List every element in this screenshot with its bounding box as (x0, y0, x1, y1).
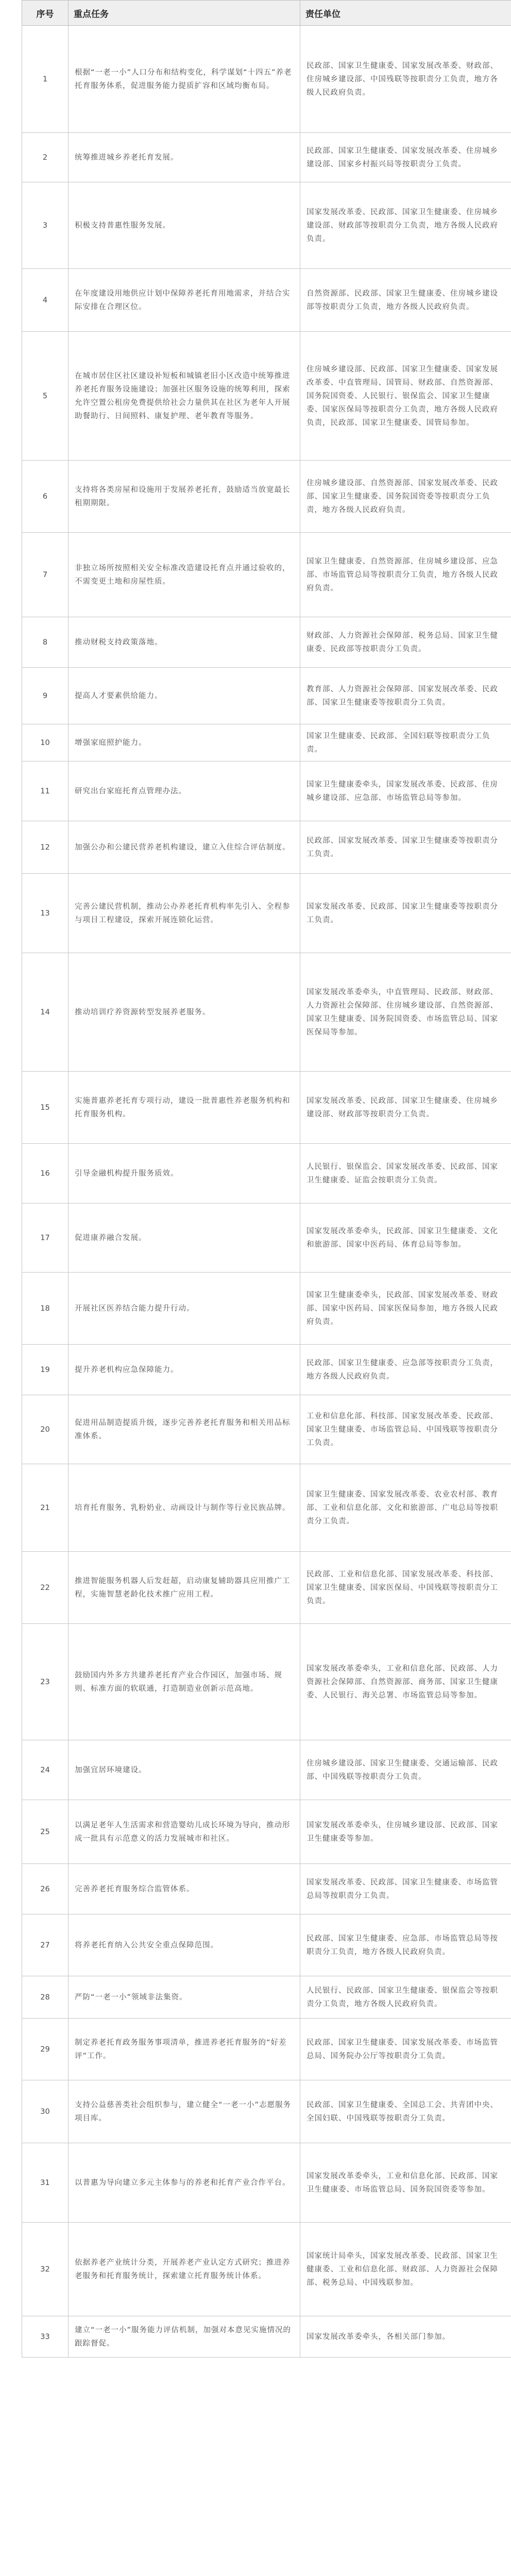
row-unit: 民政部、国家卫生健康委、国家发展改革委、住房城乡建设部、国家乡村振兴局等按职责分工负责。 (300, 133, 511, 182)
row-task: 鼓励国内外多方共建养老托育产业合作园区，加强市场、规则、标准方面的软联通，打造制造业创新示范高地。 (69, 1624, 300, 1740)
row-unit: 自然资源部、民政部、国家卫生健康委、住房城乡建设部等按职责分工负责，地方各级人民政府负责。 (300, 269, 511, 332)
row-num: 25 (22, 1800, 69, 1864)
row-task: 支持公益慈善类社会组织参与，建立健全“一老一小”志愿服务项目库。 (69, 2080, 300, 2143)
row-unit: 民政部、国家卫生健康委、全国总工会、共青团中央、全国妇联、中国残联等按职责分工负责。 (300, 2080, 511, 2143)
row-num: 12 (22, 821, 69, 874)
task-table (22, 0, 511, 2358)
row-unit: 国家发展改革委牵头，各相关部门参加。 (300, 2316, 511, 2358)
row-task: 增强家庭照护能力。 (69, 724, 300, 761)
header-task: 重点任务 (69, 1, 300, 26)
table-row (22, 1624, 511, 1740)
row-unit: 国家卫生健康委、民政部、全国妇联等按职责分工负责。 (300, 724, 511, 761)
table-row (22, 182, 511, 269)
row-num: 26 (22, 1864, 69, 1914)
row-unit: 国家卫生健康委牵头，国家发展改革委、民政部、住房城乡建设部、应急部、市场监管总局等参加。 (300, 761, 511, 821)
table-row (22, 2019, 511, 2080)
row-task: 推进智能服务机器人后发赶超，启动康复辅助器具应用推广工程，实施智慧老龄化技术推广应用工程。 (69, 1552, 300, 1624)
row-num: 24 (22, 1740, 69, 1800)
row-num: 30 (22, 2080, 69, 2143)
row-task: 促进康养融合发展。 (69, 1204, 300, 1273)
table-row (22, 761, 511, 821)
row-unit: 人民银行、民政部、国家卫生健康委、银保监会等按职责分工负责，地方各级人民政府负责。 (300, 1976, 511, 2019)
row-unit: 国家卫生健康委、自然资源部、住房城乡建设部、应急部、市场监管总局等按职责分工负责，地方各级人民政府负责。 (300, 533, 511, 617)
table-row (22, 1800, 511, 1864)
row-task: 提升养老机构应急保障能力。 (69, 1345, 300, 1395)
row-num: 31 (22, 2143, 69, 2223)
row-task: 完善公建民营机制，推动公办养老托育机构率先引入、全程参与项目工程建设，探索开展连锁化运营。 (69, 874, 300, 953)
row-num: 16 (22, 1144, 69, 1204)
row-task: 推动财税支持政策落地。 (69, 617, 300, 668)
table-row (22, 269, 511, 332)
table-row (22, 1072, 511, 1144)
row-unit: 国家发展改革委、民政部、国家卫生健康委等按职责分工负责。 (300, 874, 511, 953)
row-task: 提高人才要素供给能力。 (69, 668, 300, 724)
row-unit: 国家发展改革委、民政部、国家卫生健康委、住房城乡建设部、财政部等按职责分工负责。 (300, 1072, 511, 1144)
table-body (22, 26, 511, 2358)
table-row (22, 1273, 511, 1345)
row-task: 以普惠为导向建立多元主体参与的养老和托育产业合作平台。 (69, 2143, 300, 2223)
table-row (22, 724, 511, 761)
table-row (22, 2143, 511, 2223)
row-num: 19 (22, 1345, 69, 1395)
row-task: 加强公办和公建民营养老机构建设，建立入住综合评估制度。 (69, 821, 300, 874)
table-row (22, 1395, 511, 1464)
row-unit: 国家发展改革委牵头，中直管理局、民政部、财政部、人力资源社会保障部、住房城乡建设部、自然资源部、国家卫生健康委、国务院国资委、市场监管总局、国家医保局等参加。 (300, 953, 511, 1072)
row-task: 在年度建设用地供应计划中保障养老托育用地需求，并结合实际安排在合理区位。 (69, 269, 300, 332)
table-row (22, 461, 511, 533)
row-task: 根据“一老一小”人口分布和结构变化，科学谋划“十四五”养老托育服务体系，促进服务能力提质扩容和区域均衡布局。 (69, 26, 300, 133)
row-unit: 国家发展改革委牵头，住房城乡建设部、民政部、国家卫生健康委等参加。 (300, 1800, 511, 1864)
row-num: 27 (22, 1914, 69, 1976)
table-row (22, 1864, 511, 1914)
row-task: 引导金融机构提升服务质效。 (69, 1144, 300, 1204)
table-row (22, 1204, 511, 1273)
row-task: 依据养老产业统计分类，开展养老产业认定方式研究；推进养老服务和托育服务统计，探索建立托育服务统计体系。 (69, 2223, 300, 2316)
table-row (22, 1144, 511, 1204)
row-unit: 民政部、国家发展改革委、国家卫生健康委等按职责分工负责。 (300, 821, 511, 874)
header-unit: 责任单位 (300, 1, 511, 26)
row-unit: 民政部、国家卫生健康委、应急部、市场监管总局等按职责分工负责，地方各级人民政府负责。 (300, 1914, 511, 1976)
row-unit: 住房城乡建设部、国家卫生健康委、交通运输部、民政部、中国残联等按职责分工负责。 (300, 1740, 511, 1800)
row-num: 8 (22, 617, 69, 668)
row-task: 推动培训疗养资源转型发展养老服务。 (69, 953, 300, 1072)
row-unit: 民政部、国家卫生健康委、应急部等按职责分工负责，地方各级人民政府负责。 (300, 1345, 511, 1395)
table-row (22, 533, 511, 617)
row-task: 以满足老年人生活需求和营造婴幼儿成长环境为导向，推动形成一批具有示范意义的活力发展城市和社区。 (69, 1800, 300, 1864)
table-row (22, 332, 511, 461)
table-row (22, 874, 511, 953)
row-num: 33 (22, 2316, 69, 2358)
row-unit: 民政部、工业和信息化部、国家发展改革委、科技部、国家卫生健康委、国家医保局、中国残联等按职责分工负责。 (300, 1552, 511, 1624)
row-num: 18 (22, 1273, 69, 1345)
row-task: 研究出台家庭托育点管理办法。 (69, 761, 300, 821)
table-row (22, 1976, 511, 2019)
table-row (22, 133, 511, 182)
row-task: 统筹推进城乡养老托育发展。 (69, 133, 300, 182)
row-unit: 民政部、国家卫生健康委、国家发展改革委、市场监管总局、国务院办公厅等按职责分工负责。 (300, 2019, 511, 2080)
row-num: 6 (22, 461, 69, 533)
table-row (22, 1552, 511, 1624)
table-row (22, 2223, 511, 2316)
row-task: 促进用品制造提质升级，逐步完善养老托育服务和相关用品标准体系。 (69, 1395, 300, 1464)
table-row (22, 1740, 511, 1800)
row-num: 22 (22, 1552, 69, 1624)
row-task: 培育托育服务、乳粉奶业、动画设计与制作等行业民族品牌。 (69, 1464, 300, 1552)
row-num: 29 (22, 2019, 69, 2080)
row-task: 积极支持普惠性服务发展。 (69, 182, 300, 269)
row-num: 32 (22, 2223, 69, 2316)
row-num: 23 (22, 1624, 69, 1740)
row-num: 15 (22, 1072, 69, 1144)
row-unit: 国家发展改革委、民政部、国家卫生健康委、市场监管总局等按职责分工负责。 (300, 1864, 511, 1914)
table-row (22, 1464, 511, 1552)
row-task: 完善养老托育服务综合监管体系。 (69, 1864, 300, 1914)
row-num: 5 (22, 332, 69, 461)
row-task: 非独立场所按照相关安全标准改造建设托育点并通过验收的，不需变更土地和房屋性质。 (69, 533, 300, 617)
row-unit: 国家发展改革委牵头，民政部、国家卫生健康委、文化和旅游部、国家中医药局、体育总局等参加。 (300, 1204, 511, 1273)
row-task: 建立“一老一小”服务能力评估机制，加强对本意见实施情况的跟踪督促。 (69, 2316, 300, 2358)
header-num: 序号 (22, 1, 69, 26)
row-num: 1 (22, 26, 69, 133)
row-unit: 财政部、人力资源社会保障部、税务总局、国家卫生健康委、民政部等按职责分工负责。 (300, 617, 511, 668)
row-task: 制定养老托育政务服务事项清单，推进养老托育服务的“好差评”工作。 (69, 2019, 300, 2080)
row-num: 11 (22, 761, 69, 821)
row-task: 开展社区医养结合能力提升行动。 (69, 1273, 300, 1345)
table-row (22, 668, 511, 724)
row-unit: 人民银行、银保监会、国家发展改革委、民政部、国家卫生健康委、证监会按职责分工负责。 (300, 1144, 511, 1204)
row-num: 20 (22, 1395, 69, 1464)
row-num: 4 (22, 269, 69, 332)
table-row (22, 617, 511, 668)
row-task: 在城市居住区社区建设补短板和城镇老旧小区改造中统筹推进养老托育服务设施建设；加强社区服务设施的统筹利用，探索允许空置公租房免费提供给社会力量供其在社区为老年人开展助餐助行、日间照料、康复护理、老年教育等服务。 (69, 332, 300, 461)
row-num: 28 (22, 1976, 69, 2019)
row-task: 支持将各类房屋和设施用于发展养老托育，鼓励适当放宽最长租期期限。 (69, 461, 300, 533)
table-row (22, 2080, 511, 2143)
row-num: 3 (22, 182, 69, 269)
row-unit: 国家卫生健康委、国家发展改革委、农业农村部、教育部、工业和信息化部、文化和旅游部、广电总局等按职责分工负责。 (300, 1464, 511, 1552)
row-unit: 工业和信息化部、科技部、国家发展改革委、民政部、国家卫生健康委、市场监管总局、中国残联等按职责分工负责。 (300, 1395, 511, 1464)
row-num: 10 (22, 724, 69, 761)
row-task: 加强宜居环境建设。 (69, 1740, 300, 1800)
row-unit: 国家统计局牵头，国家发展改革委、民政部、国家卫生健康委、工业和信息化部、财政部、人力资源社会保障部、税务总局、中国残联参加。 (300, 2223, 511, 2316)
row-unit: 国家发展改革委牵头，工业和信息化部、民政部、人力资源社会保障部、自然资源部、商务部、国家卫生健康委、人民银行、海关总署、市场监管总局等参加。 (300, 1624, 511, 1740)
row-num: 17 (22, 1204, 69, 1273)
row-task: 将养老托育纳入公共安全重点保障范围。 (69, 1914, 300, 1976)
row-task: 实施普惠养老托育专项行动，建设一批普惠性养老服务机构和托育服务机构。 (69, 1072, 300, 1144)
row-unit: 民政部、国家卫生健康委、国家发展改革委、财政部、住房城乡建设部、中国残联等按职责分工负责，地方各级人民政府负责。 (300, 26, 511, 133)
row-num: 9 (22, 668, 69, 724)
row-unit: 国家卫生健康委牵头，民政部、国家发展改革委、财政部、国家中医药局、国家医保局参加，地方各级人民政府负责。 (300, 1273, 511, 1345)
row-num: 2 (22, 133, 69, 182)
row-unit: 住房城乡建设部、自然资源部、国家发展改革委、民政部、国家卫生健康委、国务院国资委等按职责分工负责，地方各级人民政府负责。 (300, 461, 511, 533)
row-unit: 教育部、人力资源社会保障部、国家发展改革委、民政部、国家卫生健康委等按职责分工负责。 (300, 668, 511, 724)
table-header-row (22, 1, 511, 26)
table-row (22, 1914, 511, 1976)
row-unit: 国家发展改革委牵头，工业和信息化部、民政部、国家卫生健康委、市场监管总局、国务院国资委等参加。 (300, 2143, 511, 2223)
row-num: 7 (22, 533, 69, 617)
row-task: 严防“一老一小”领域非法集资。 (69, 1976, 300, 2019)
table-row (22, 26, 511, 133)
row-num: 14 (22, 953, 69, 1072)
table-row (22, 821, 511, 874)
table-row (22, 2316, 511, 2358)
table-row (22, 1345, 511, 1395)
row-unit: 国家发展改革委、民政部、国家卫生健康委、住房城乡建设部、财政部等按职责分工负责，地方各级人民政府负责。 (300, 182, 511, 269)
row-num: 13 (22, 874, 69, 953)
row-num: 21 (22, 1464, 69, 1552)
table-row (22, 953, 511, 1072)
row-unit: 住房城乡建设部、民政部、国家卫生健康委、国家发展改革委、中直管理局、国管局、财政部、自然资源部、国务院国资委、人民银行、银保监会、国家卫生健康委、国家医保局等按职责分工负责，地方各级人民政府负责，民政部、国家卫生健康委、国管局参加。 (300, 332, 511, 461)
